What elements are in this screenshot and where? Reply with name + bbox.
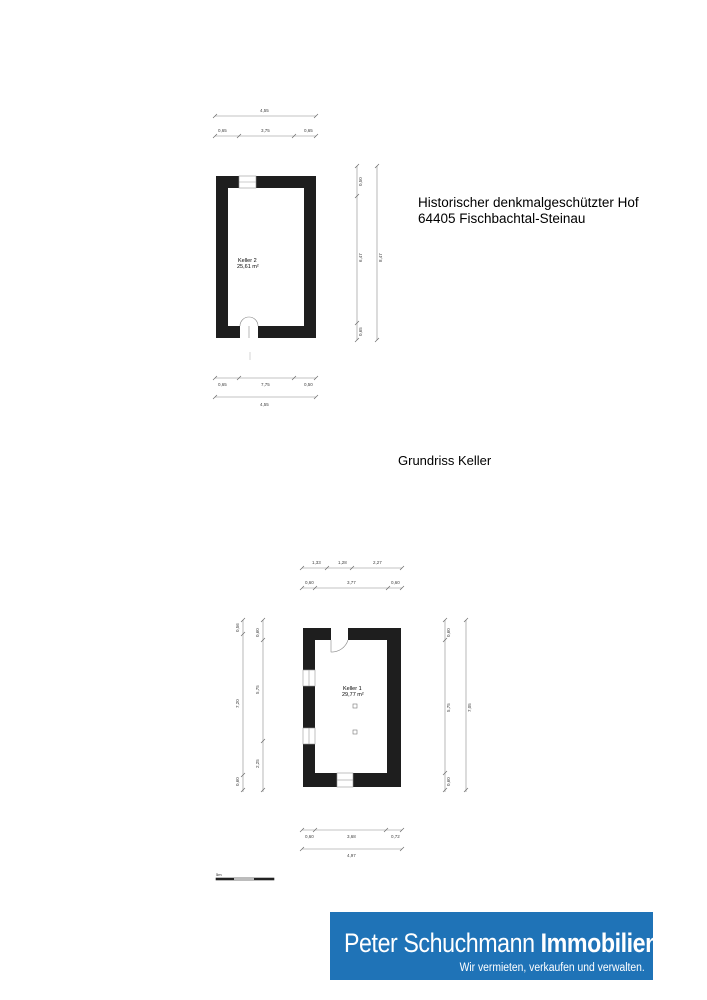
dim-k1-top-b3: 0,60 — [391, 580, 400, 585]
dim-k1-top-b1: 0,60 — [305, 580, 314, 585]
dim-bottom-part-1: 0,65 — [218, 382, 227, 387]
dim-top-part-2: 3,75 — [261, 128, 270, 133]
room-name-keller-1: Keller 1 — [343, 686, 362, 692]
dim-k1-top-a2: 1,28 — [338, 560, 347, 565]
dim-k1-right-3: 0,60 — [446, 777, 451, 786]
dim-k1-right-total: 7,05 — [467, 703, 472, 712]
dim-k1-left-outer-1: 0,56 — [235, 623, 240, 632]
dim-top-part-1: 0,65 — [218, 128, 227, 133]
room-area-keller-2: 25,61 m² — [237, 264, 259, 270]
dim-right-part-2: 6,47 — [358, 253, 363, 262]
dim-right-total: 8,47 — [378, 253, 383, 262]
dim-top-part-3: 0,65 — [304, 128, 313, 133]
dim-k1-top-a1: 1,33 — [312, 560, 321, 565]
property-title-line2: 64405 Fischbachtal-Steinau — [418, 211, 586, 226]
dim-right-part-1: 0,50 — [358, 177, 363, 186]
dim-k1-left-inner-2: 5,75 — [255, 685, 260, 694]
company-tagline: Wir vermieten, verkaufen und verwalten. — [459, 962, 645, 974]
room-name-keller-2: Keller 2 — [238, 258, 257, 264]
dim-k1-bottom-2: 3,68 — [347, 834, 356, 839]
company-name-bold: Immobilien — [540, 928, 659, 958]
dim-k1-bottom-1: 0,60 — [305, 834, 314, 839]
dim-bottom-total: 4,55 — [260, 402, 269, 407]
dim-k1-left-inner-1: 0,60 — [255, 628, 260, 637]
dim-bottom-part-2: 7,75 — [261, 382, 270, 387]
company-logo — [330, 912, 659, 980]
dim-k1-bottom-total: 4,97 — [347, 853, 356, 858]
dim-k1-right-1: 0,60 — [446, 628, 451, 637]
dim-k1-left-outer-3: 0,60 — [235, 777, 240, 786]
company-name-regular: Peter Schuchmann — [344, 928, 541, 958]
property-title-line1: Historischer denkmalgeschützter Hof — [418, 195, 639, 210]
dim-k1-left-inner-3: 2,25 — [255, 759, 260, 768]
floor-plan-caption: Grundriss Keller — [398, 453, 492, 468]
dim-k1-right-2: 5,75 — [446, 703, 451, 712]
dim-k1-top-a3: 2,27 — [373, 560, 382, 565]
dim-k1-top-b2: 3,77 — [347, 580, 356, 585]
company-name — [344, 928, 659, 959]
room-area-keller-1: 29,77 m² — [342, 692, 364, 698]
dim-bottom-part-3: 0,50 — [304, 382, 313, 387]
dim-k1-bottom-3: 0,72 — [391, 834, 400, 839]
dim-right-part-3: 0,65 — [358, 327, 363, 336]
dim-top-total: 4,55 — [260, 108, 269, 113]
scale-bar-label: 5m — [216, 872, 222, 877]
dim-k1-left-outer-2: 7,20 — [235, 699, 240, 708]
